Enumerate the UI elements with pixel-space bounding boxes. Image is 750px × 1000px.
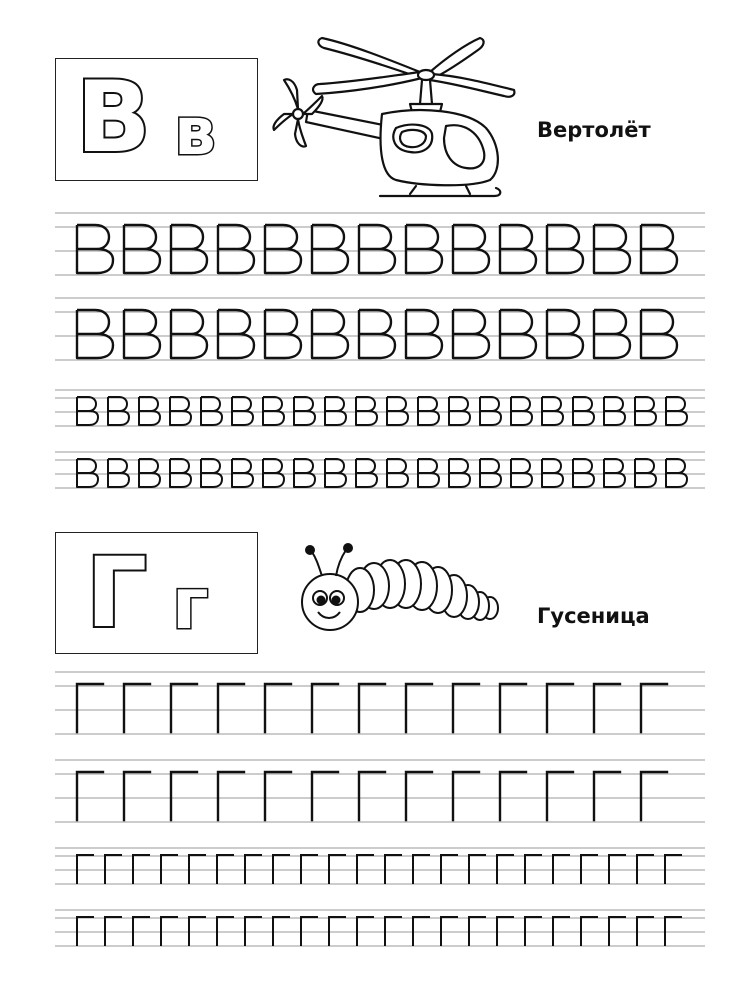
letter-card-v xyxy=(55,58,258,181)
guide-lines xyxy=(55,842,705,902)
letter-lower-g: г xyxy=(172,563,209,645)
guide-lines xyxy=(55,290,705,372)
guide-lines xyxy=(55,664,705,746)
practice-row-v-3 xyxy=(55,384,705,444)
practice-row-v-2 xyxy=(55,290,705,372)
guide-lines xyxy=(55,205,705,287)
guide-lines xyxy=(55,384,705,444)
helicopter-icon xyxy=(270,30,520,200)
letter-upper-v: В xyxy=(76,61,151,175)
letter-upper-g: Г xyxy=(86,537,148,649)
guide-lines xyxy=(55,904,705,964)
practice-row-g-1 xyxy=(55,664,705,746)
practice-row-g-4 xyxy=(55,904,705,964)
letter-card-g xyxy=(55,532,258,654)
caterpillar-icon xyxy=(290,540,510,640)
practice-row-g-2 xyxy=(55,752,705,834)
practice-row-v-1 xyxy=(55,205,705,287)
word-label-g: Гусеница xyxy=(537,604,650,628)
practice-row-g-3 xyxy=(55,842,705,902)
guide-lines xyxy=(55,446,705,506)
practice-row-v-4 xyxy=(55,446,705,506)
guide-lines xyxy=(55,752,705,834)
letter-lower-v: в xyxy=(174,93,216,170)
word-label-v: Вертолёт xyxy=(537,118,651,142)
